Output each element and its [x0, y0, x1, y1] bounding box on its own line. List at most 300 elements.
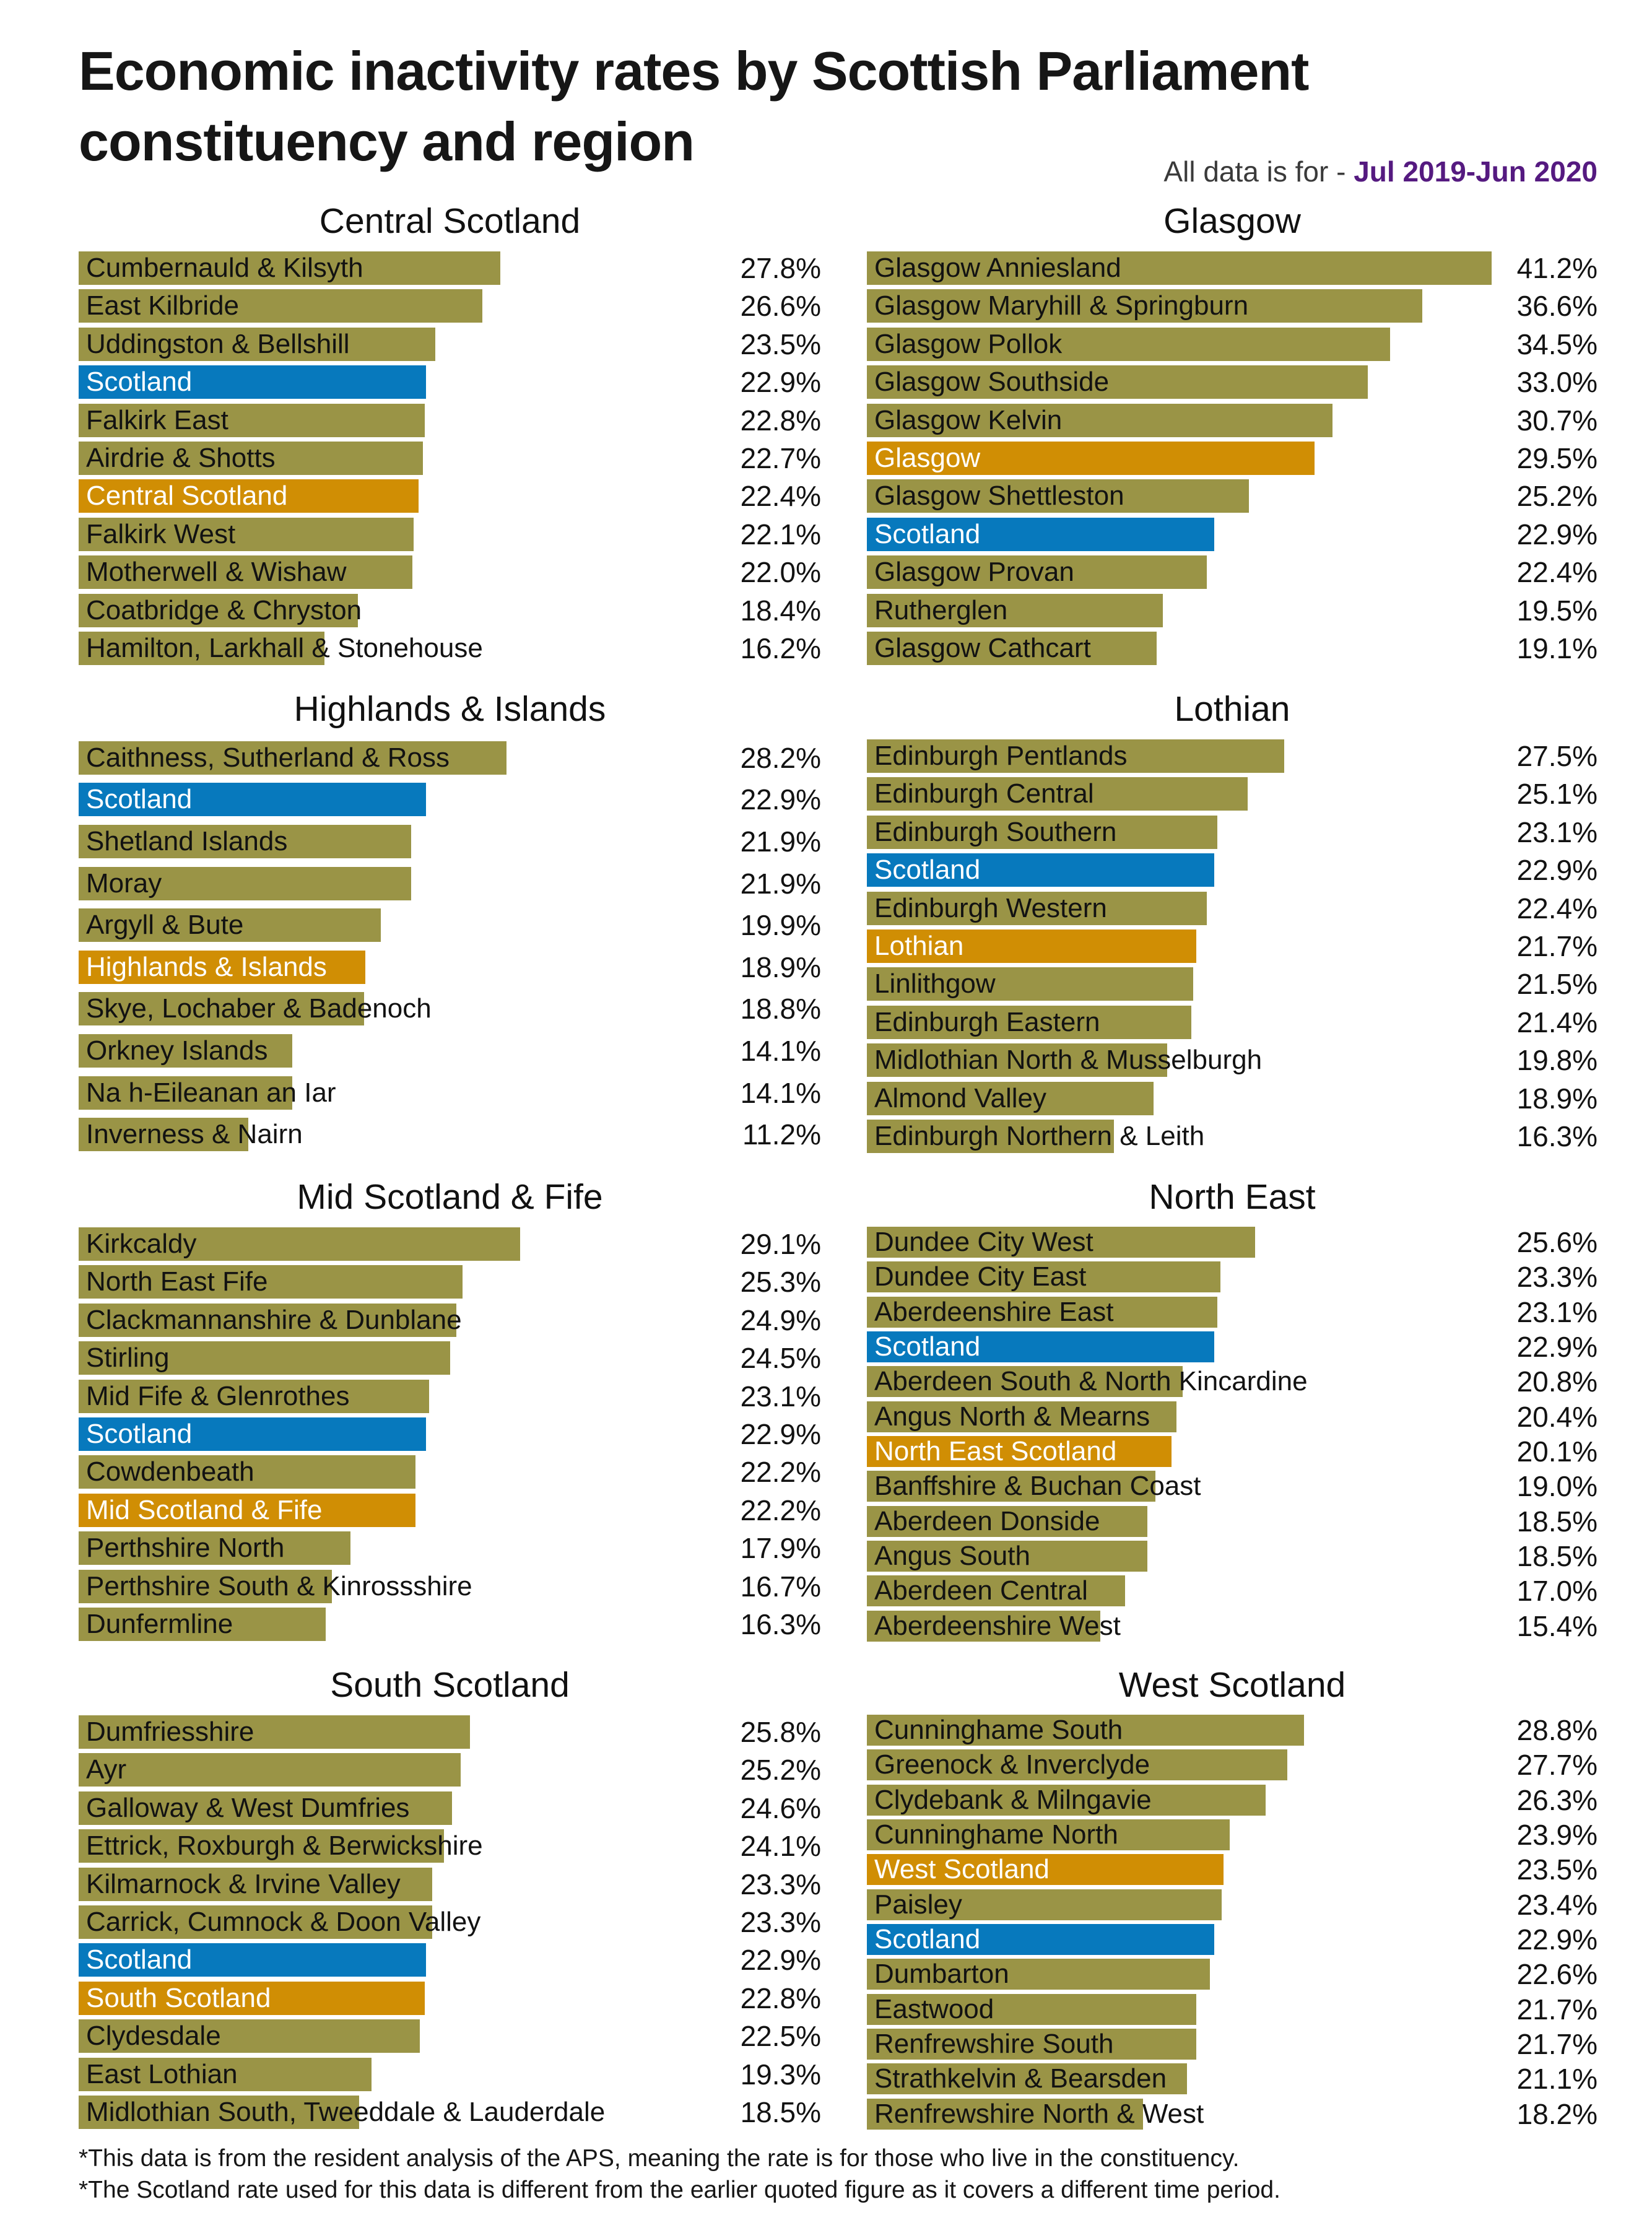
bar-row	[867, 851, 1598, 889]
bar-value: 19.8%	[1516, 1044, 1598, 1077]
bar-row	[867, 1609, 1598, 1643]
bar-row	[867, 1539, 1598, 1574]
bar-value: 34.5%	[1516, 328, 1598, 360]
bar-row	[867, 1957, 1598, 1991]
bar-value: 24.1%	[740, 1830, 821, 1863]
bar-label: Glasgow Maryhill & Springburn	[874, 290, 1249, 321]
bar-value: 23.5%	[740, 328, 821, 360]
bar-row	[867, 363, 1598, 401]
bar-value: 19.3%	[740, 2058, 821, 2091]
panel-title-glasgow: Glasgow	[1163, 201, 1301, 241]
bar-label: Midlothian South, Tweeddale & Lauderdale	[86, 2097, 606, 2128]
panel-title-north-east: North East	[1149, 1177, 1316, 1217]
bar-label: Aberdeen Central	[874, 1575, 1088, 1606]
bar-row	[867, 325, 1598, 363]
bar-row	[867, 1399, 1598, 1434]
bar-row	[79, 904, 821, 946]
panel-rows	[79, 1713, 821, 2131]
bar-row	[79, 477, 821, 515]
bar-row	[79, 1491, 821, 1529]
panel-mid-scotland-fife	[79, 1177, 821, 1643]
bar-value: 22.9%	[740, 783, 821, 816]
bar-row	[867, 927, 1598, 965]
bar-row	[79, 863, 821, 905]
bar-label: Mid Scotland & Fife	[86, 1494, 323, 1525]
bar-label: Glasgow Kelvin	[874, 404, 1063, 435]
bar-label: Clydebank & Milngavie	[874, 1784, 1152, 1815]
panel-south-scotland	[79, 1665, 821, 2131]
bar-row	[867, 1574, 1598, 1608]
bar-row	[867, 1295, 1598, 1330]
bar-row	[867, 1783, 1598, 1817]
panel-rows	[79, 249, 821, 668]
bar-value: 14.1%	[740, 1034, 821, 1067]
bar-label: Cunninghame North	[874, 1819, 1118, 1850]
bar-label: Carrick, Cumnock & Doon Valley	[86, 1906, 481, 1937]
bar-label: Falkirk East	[86, 404, 228, 435]
bar-label: Paisley	[874, 1889, 962, 1920]
bar-row	[867, 1922, 1598, 1957]
bar-row	[867, 1364, 1598, 1399]
bar-row	[867, 1330, 1598, 1364]
bar-value: 20.1%	[1516, 1435, 1598, 1468]
bar-value: 22.4%	[1516, 892, 1598, 925]
bar-row	[79, 1415, 821, 1453]
panel-title-mid-scotland-fife: Mid Scotland & Fife	[297, 1177, 603, 1217]
bar-label: Motherwell & Wishaw	[86, 557, 347, 588]
bar-row	[79, 1225, 821, 1263]
bar-value: 19.9%	[740, 909, 821, 942]
bar-row	[867, 1504, 1598, 1539]
bar-row	[79, 821, 821, 863]
panel-west-scotland	[867, 1665, 1598, 2131]
bar-value: 23.1%	[1516, 1295, 1598, 1328]
bar-label: Perthshire North	[86, 1533, 285, 1564]
panel-rows	[867, 1713, 1598, 2131]
bar-value: 19.1%	[1516, 632, 1598, 665]
bar-label: Na h-Eileanan an Iar	[86, 1077, 336, 1108]
bar-value: 14.1%	[740, 1076, 821, 1109]
bar-value: 18.2%	[1516, 2097, 1598, 2130]
panel-title-central-scotland: Central Scotland	[319, 201, 581, 241]
bar-value: 18.8%	[740, 993, 821, 1025]
bar-value: 21.5%	[1516, 968, 1598, 1001]
bar-label: North East Fife	[86, 1266, 268, 1297]
bar-label: Cumbernauld & Kilsyth	[86, 252, 363, 283]
bar-value: 22.9%	[1516, 1923, 1598, 1956]
bar-row	[79, 591, 821, 629]
bar-label: South Scotland	[86, 1982, 271, 2013]
bar-value: 21.7%	[1516, 2028, 1598, 2061]
bar-value: 21.9%	[740, 825, 821, 858]
bar-value: 28.8%	[1516, 1714, 1598, 1747]
bar-value: 20.8%	[1516, 1365, 1598, 1398]
bar-label: Linlithgow	[874, 969, 996, 999]
bar-value: 17.9%	[740, 1532, 821, 1565]
bar-label: Ettrick, Roxburgh & Berwickshire	[86, 1830, 483, 1861]
bar-value: 21.4%	[1516, 1006, 1598, 1038]
bar-value: 22.9%	[1516, 1331, 1598, 1364]
bar-label: Edinburgh Western	[874, 892, 1107, 923]
bar-label: Edinburgh Northern & Leith	[874, 1121, 1205, 1152]
bar-value: 25.3%	[740, 1266, 821, 1299]
bar-label: Kirkcaldy	[86, 1228, 197, 1259]
bar-label: Midlothian North & Musselburgh	[874, 1045, 1263, 1076]
bar-label: Caithness, Sutherland & Ross	[86, 742, 450, 773]
panel-title-highlands-islands: Highlands & Islands	[293, 689, 606, 729]
bar-constituency	[79, 1753, 461, 1787]
bar-label: Greenock & Inverclyde	[874, 1749, 1150, 1780]
bar-label: Glasgow Cathcart	[874, 633, 1091, 664]
bar-value: 24.6%	[740, 1791, 821, 1824]
bar-row	[867, 1469, 1598, 1504]
bar-value: 22.8%	[740, 404, 821, 437]
bar-row	[79, 401, 821, 439]
bar-label: Edinburgh Pentlands	[874, 740, 1128, 771]
bar-row	[867, 1748, 1598, 1782]
bar-row	[867, 2061, 1598, 2096]
bar-value: 16.7%	[740, 1570, 821, 1603]
bar-label: Argyll & Bute	[86, 910, 244, 941]
bar-row	[867, 1042, 1598, 1079]
bar-label: Scotland	[874, 1331, 981, 1362]
bar-row	[79, 554, 821, 591]
bar-label: Dunfermline	[86, 1609, 233, 1640]
bar-value: 30.7%	[1516, 404, 1598, 437]
bar-row	[79, 1263, 821, 1300]
bar-value: 23.3%	[740, 1905, 821, 1938]
bar-value: 27.8%	[740, 251, 821, 284]
bar-row	[867, 2097, 1598, 2131]
bar-row	[79, 363, 821, 401]
bar-value: 22.9%	[1516, 518, 1598, 551]
bar-row	[867, 1713, 1598, 1748]
bar-row	[79, 1377, 821, 1415]
bar-label: Edinburgh Central	[874, 778, 1094, 809]
bar-row	[867, 2027, 1598, 2061]
bar-row	[867, 1817, 1598, 1852]
bar-row	[79, 249, 821, 287]
bar-row	[79, 2055, 821, 2093]
bar-value: 25.8%	[740, 1715, 821, 1748]
bar-label: Lothian	[874, 930, 964, 961]
bar-row	[867, 1225, 1598, 1260]
footnote-2: *The Scotland rate used for this data is different from the earlier quoted figure as it covers a different time period.	[79, 2177, 1280, 2204]
bar-row	[79, 1301, 821, 1339]
bar-label: Glasgow	[874, 442, 981, 473]
subtitle-period: Jul 2019-Jun 2020	[1354, 155, 1598, 188]
bar-label: Kilmarnock & Irvine Valley	[86, 1868, 401, 1899]
bar-value: 22.1%	[740, 518, 821, 551]
bar-row	[79, 1453, 821, 1491]
bar-label: Scotland	[874, 518, 981, 549]
bar-row	[79, 1072, 821, 1114]
bar-label: Scotland	[86, 367, 193, 398]
bar-label: Strathkelvin & Bearsden	[874, 2063, 1167, 2094]
bar-row	[79, 515, 821, 553]
panel-title-lothian: Lothian	[1174, 689, 1290, 729]
header	[79, 36, 1598, 189]
bar-value: 26.6%	[740, 290, 821, 323]
bar-value: 19.5%	[1516, 594, 1598, 627]
subtitle	[1163, 155, 1598, 188]
bar-value: 18.5%	[1516, 1540, 1598, 1573]
bar-label: Stirling	[86, 1343, 170, 1373]
bar-label: North East Scotland	[874, 1436, 1117, 1467]
bar-label: Renfrewshire South	[874, 2029, 1114, 2060]
bar-value: 18.9%	[1516, 1082, 1598, 1115]
bar-value: 25.6%	[1516, 1226, 1598, 1259]
bar-label: Eastwood	[874, 1993, 994, 2024]
bar-row	[867, 439, 1598, 477]
bar-value: 28.2%	[740, 741, 821, 774]
bar-label: Clydesdale	[86, 2021, 221, 2052]
bar-row	[867, 889, 1598, 927]
bar-value: 21.7%	[1516, 929, 1598, 962]
bar-value: 23.9%	[1516, 1819, 1598, 1852]
bar-value: 23.5%	[1516, 1853, 1598, 1886]
bar-row	[79, 2018, 821, 2055]
bar-value: 24.9%	[740, 1304, 821, 1336]
bar-value: 22.4%	[740, 480, 821, 513]
bar-value: 16.2%	[740, 632, 821, 665]
bar-value: 18.5%	[740, 2096, 821, 2129]
bar-row	[79, 1903, 821, 1941]
bar-label: Clackmannanshire & Dunblane	[86, 1304, 462, 1335]
bar-label: Aberdeenshire West	[874, 1610, 1121, 1641]
subtitle-prefix: All data is for -	[1163, 155, 1354, 188]
bar-value: 23.3%	[1516, 1261, 1598, 1294]
bar-row	[79, 630, 821, 668]
bar-value: 22.2%	[740, 1456, 821, 1489]
bar-label: Highlands & Islands	[86, 951, 327, 982]
bar-label: Glasgow Southside	[874, 367, 1110, 398]
bar-row	[867, 775, 1598, 812]
bar-label: Hamilton, Larkhall & Stonehouse	[86, 633, 483, 664]
bar-label: Mid Fife & Glenrothes	[86, 1380, 350, 1411]
bar-value: 17.0%	[1516, 1575, 1598, 1608]
bar-row	[79, 1979, 821, 2017]
bar-row	[867, 554, 1598, 591]
footnotes	[79, 2143, 1598, 2206]
panel-rows	[79, 1225, 821, 1643]
bar-value: 41.2%	[1516, 251, 1598, 284]
bar-label: Scotland	[86, 1944, 193, 1975]
bar-value: 19.0%	[1516, 1470, 1598, 1503]
bar-label: Shetland Islands	[86, 825, 288, 856]
bar-value: 22.5%	[740, 2020, 821, 2053]
bar-row	[867, 591, 1598, 629]
bar-label: Angus North & Mearns	[874, 1401, 1150, 1432]
bar-row	[79, 1339, 821, 1377]
bar-value: 23.4%	[1516, 1888, 1598, 1921]
bar-label: Glasgow Shettleston	[874, 481, 1124, 511]
bar-value: 21.1%	[1516, 2063, 1598, 2096]
bar-label: Glasgow Pollok	[874, 328, 1063, 359]
bar-value: 22.4%	[1516, 556, 1598, 589]
bar-label: West Scotland	[874, 1854, 1050, 1885]
bar-label: Aberdeen Donside	[874, 1505, 1100, 1536]
bar-row	[867, 1118, 1598, 1156]
bar-row	[79, 439, 821, 477]
bar-row	[867, 630, 1598, 668]
bar-value: 22.9%	[740, 1417, 821, 1450]
bar-row	[79, 779, 821, 821]
bar-row	[79, 1606, 821, 1643]
bar-value: 18.4%	[740, 594, 821, 627]
panel-rows	[867, 737, 1598, 1156]
bar-row	[867, 515, 1598, 553]
bar-label: Aberdeenshire East	[874, 1296, 1114, 1327]
bar-value: 22.9%	[740, 1944, 821, 1977]
bar-row	[79, 946, 821, 988]
bar-value: 29.1%	[740, 1227, 821, 1260]
bar-label: Dundee City West	[874, 1227, 1093, 1258]
bar-value: 22.0%	[740, 556, 821, 589]
bar-label: Cowdenbeath	[86, 1456, 254, 1487]
bar-label: Scotland	[874, 855, 981, 886]
bar-value: 25.2%	[1516, 480, 1598, 513]
bar-label: East Kilbride	[86, 290, 240, 321]
bar-row	[79, 1530, 821, 1567]
bar-row	[867, 1003, 1598, 1041]
bar-row	[79, 1567, 821, 1605]
page-title-line-2: constituency and region	[79, 111, 695, 173]
bar-row	[79, 1751, 821, 1788]
bar-row	[867, 401, 1598, 439]
bar-label: Scotland	[86, 784, 193, 815]
bar-label: Aberdeen South & North Kincardine	[874, 1366, 1308, 1397]
bar-value: 27.5%	[1516, 739, 1598, 772]
bar-label: Orkney Islands	[86, 1035, 268, 1066]
bar-row	[79, 1941, 821, 1979]
bar-row	[867, 287, 1598, 324]
bar-value: 24.5%	[740, 1342, 821, 1375]
bar-row	[867, 737, 1598, 775]
bar-value: 23.1%	[740, 1380, 821, 1413]
bar-row	[867, 1992, 1598, 2027]
bar-label: Airdrie & Shotts	[86, 442, 276, 473]
bar-label: Perthshire South & Kinrossshire	[86, 1570, 472, 1601]
bar-row	[79, 1827, 821, 1865]
footnote-1: *This data is from the resident analysis of the APS, meaning the rate is for those who live in the constituency.	[79, 2145, 1240, 2172]
bar-row	[79, 988, 821, 1030]
bar-value: 23.1%	[1516, 816, 1598, 848]
bar-value: 22.7%	[740, 442, 821, 474]
bar-label: Scotland	[874, 1924, 981, 1955]
bar-row	[79, 1113, 821, 1156]
panel-title-west-scotland: West Scotland	[1118, 1665, 1346, 1705]
bar-value: 22.9%	[740, 366, 821, 399]
bar-row	[867, 1260, 1598, 1294]
bar-label: Scotland	[86, 1418, 193, 1449]
panel-rows	[79, 737, 821, 1156]
bar-value: 16.3%	[1516, 1120, 1598, 1153]
bar-value: 18.5%	[1516, 1505, 1598, 1538]
bar-label: Banffshire & Buchan Coast	[874, 1471, 1201, 1502]
bar-label: Skye, Lochaber & Badenoch	[86, 993, 432, 1024]
bar-label: Inverness & Nairn	[86, 1119, 303, 1150]
bar-row	[79, 737, 821, 779]
bar-label: Almond Valley	[874, 1082, 1046, 1113]
bar-value: 22.9%	[1516, 854, 1598, 887]
bar-label: Edinburgh Eastern	[874, 1006, 1100, 1037]
bar-row	[867, 1887, 1598, 1922]
bar-value: 20.4%	[1516, 1400, 1598, 1433]
bar-row	[867, 249, 1598, 287]
bar-value: 15.4%	[1516, 1609, 1598, 1642]
bar-row	[79, 1713, 821, 1751]
bar-row	[867, 1434, 1598, 1469]
bar-value: 29.5%	[1516, 442, 1598, 474]
bar-row	[867, 1852, 1598, 1887]
bar-value: 21.9%	[740, 867, 821, 900]
bar-row	[79, 2094, 821, 2131]
bar-value: 27.7%	[1516, 1749, 1598, 1782]
bar-value: 25.2%	[740, 1754, 821, 1787]
bar-label: Dumbarton	[874, 1959, 1009, 1990]
bar-row	[867, 477, 1598, 515]
bar-label: Cunninghame South	[874, 1715, 1123, 1746]
bar-label: Edinburgh Southern	[874, 816, 1117, 847]
panel-highlands-islands	[79, 689, 821, 1156]
bar-row	[867, 813, 1598, 851]
bar-label: Coatbridge & Chryston	[86, 594, 362, 625]
bar-row	[867, 965, 1598, 1003]
bar-row	[867, 1079, 1598, 1117]
bar-value: 22.8%	[740, 1982, 821, 2014]
panels-grid	[79, 201, 1598, 2131]
bar-value: 36.6%	[1516, 290, 1598, 323]
bar-value: 22.2%	[740, 1494, 821, 1526]
bar-row	[79, 325, 821, 363]
bar-label: Dundee City East	[874, 1261, 1087, 1292]
panel-title-south-scotland: South Scotland	[330, 1665, 570, 1705]
bar-value: 26.3%	[1516, 1783, 1598, 1816]
panel-rows	[867, 1225, 1598, 1643]
bar-label: Angus South	[874, 1541, 1030, 1572]
bar-label: Dumfriesshire	[86, 1716, 254, 1747]
bar-row	[79, 287, 821, 324]
bar-label: Renfrewshire North & West	[874, 2098, 1204, 2129]
bar-value: 22.6%	[1516, 1958, 1598, 1991]
bar-label: Glasgow Provan	[874, 557, 1074, 588]
panel-rows	[867, 249, 1598, 668]
bar-label: Ayr	[86, 1754, 127, 1785]
bar-label: East Lothian	[86, 2058, 238, 2089]
bar-label: Central Scotland	[86, 481, 288, 511]
bar-value: 11.2%	[742, 1118, 821, 1151]
bar-label: Rutherglen	[874, 594, 1008, 625]
panel-lothian	[867, 689, 1598, 1156]
panel-glasgow	[867, 201, 1598, 668]
bar-label: Glasgow Anniesland	[874, 252, 1121, 283]
bar-row	[79, 1865, 821, 1903]
bar-value: 18.9%	[740, 951, 821, 983]
panel-north-east	[867, 1177, 1598, 1643]
bar-row	[79, 1789, 821, 1827]
bar-row	[79, 1030, 821, 1072]
bar-value: 21.7%	[1516, 1993, 1598, 2026]
bar-value: 25.1%	[1516, 778, 1598, 811]
panel-central-scotland	[79, 201, 821, 668]
bar-value: 23.3%	[740, 1868, 821, 1900]
bar-label: Uddingston & Bellshill	[86, 328, 350, 359]
bar-label: Galloway & West Dumfries	[86, 1792, 410, 1823]
page-title-line-1: Economic inactivity rates by Scottish Parliament	[79, 40, 1309, 102]
bar-value: 16.3%	[740, 1608, 821, 1641]
bar-label: Moray	[86, 868, 162, 899]
